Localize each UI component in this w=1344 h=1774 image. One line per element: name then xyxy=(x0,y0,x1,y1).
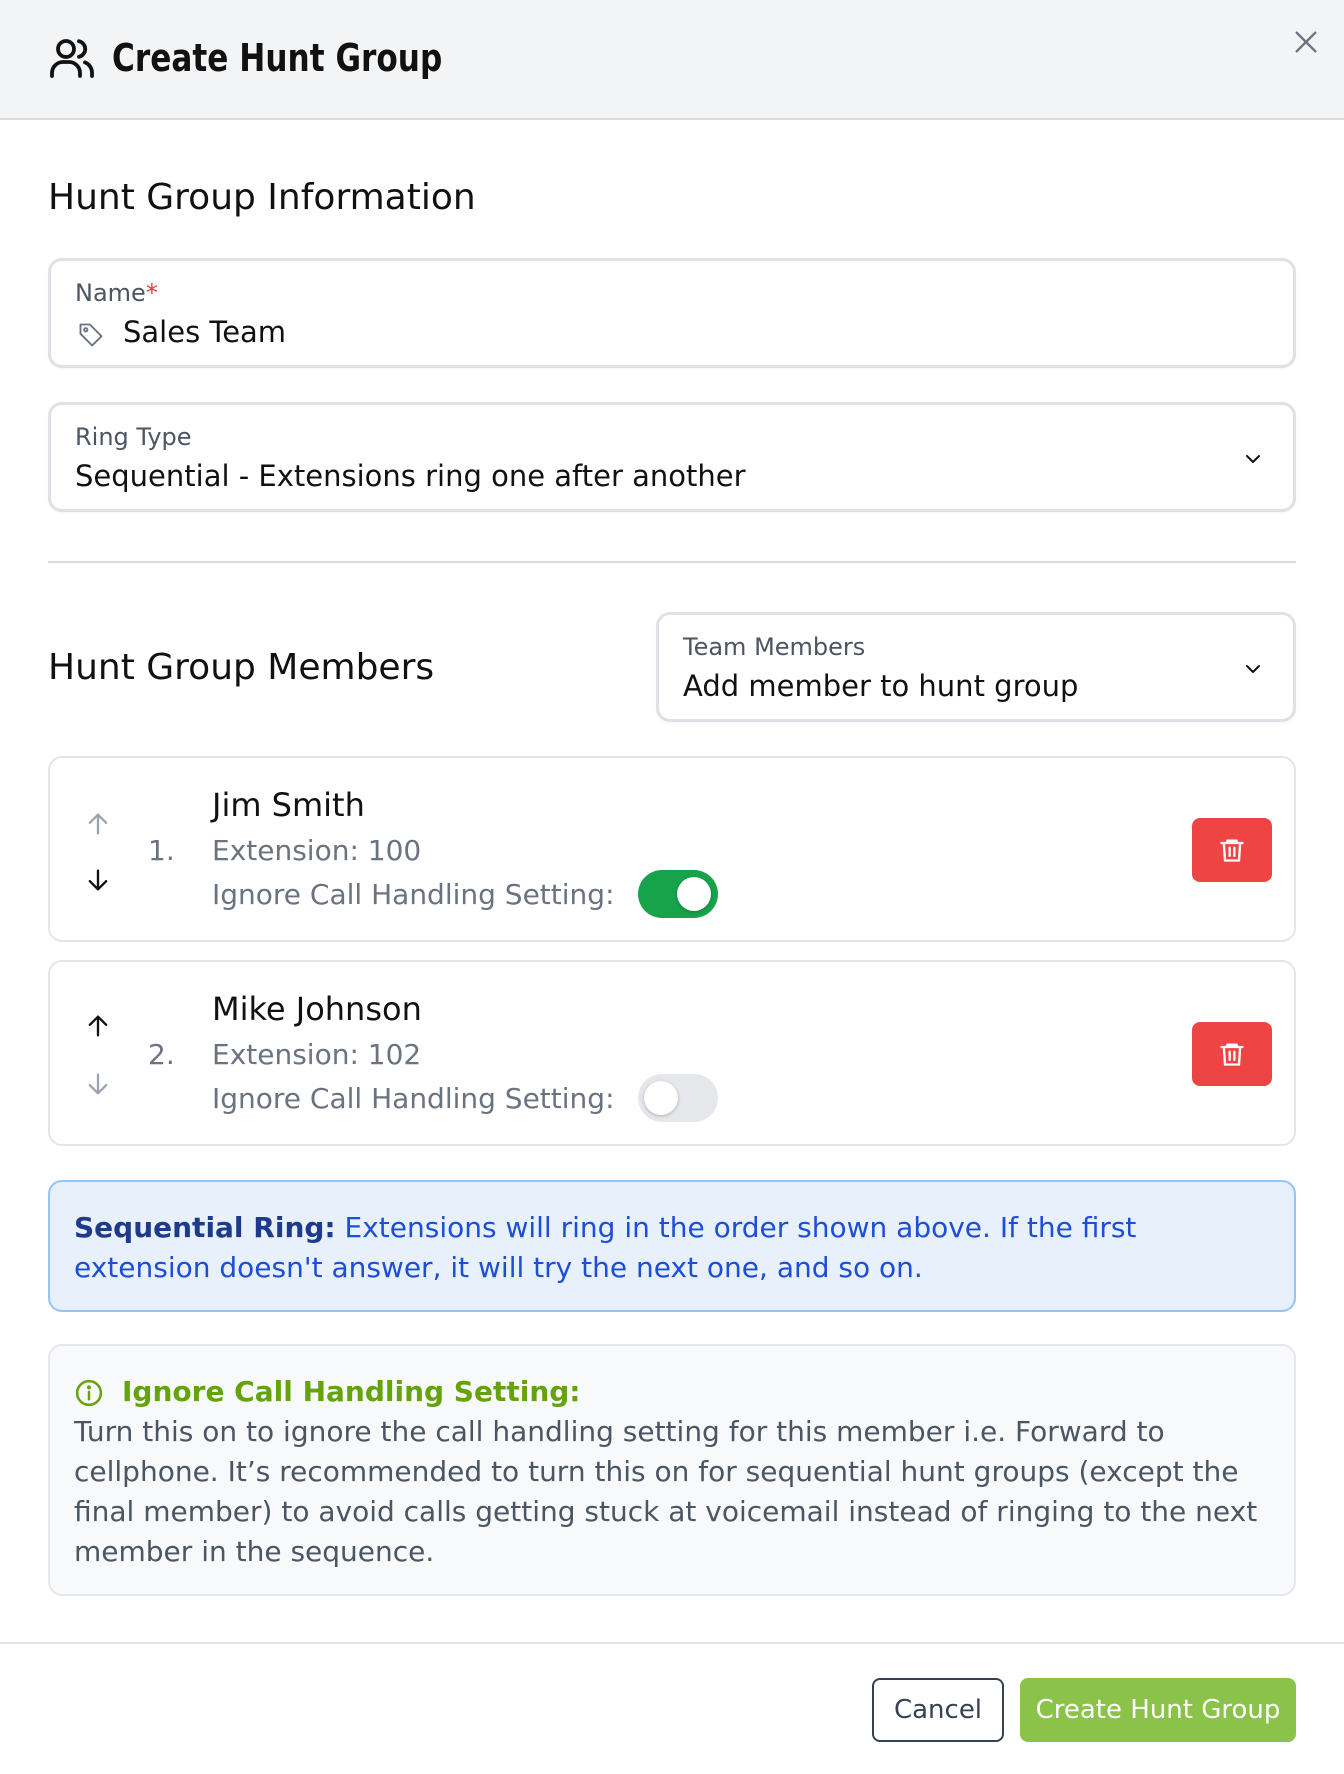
close-icon[interactable] xyxy=(1290,26,1322,58)
tag-icon xyxy=(77,321,105,349)
member-extension: Extension: 100 xyxy=(212,834,422,867)
section-title-information: Hunt Group Information xyxy=(48,177,476,218)
member-card xyxy=(48,756,1296,942)
ignore-info-heading xyxy=(74,1372,1270,1412)
move-up-arrow-icon[interactable] xyxy=(84,810,112,838)
sequential-ring-text: Extensions will ring in the order shown above. If the first extension doesn't answer, it will try the next one, and so on. xyxy=(74,1211,1137,1284)
trash-icon xyxy=(1218,1040,1246,1068)
team-members-select[interactable] xyxy=(656,612,1296,722)
member-card xyxy=(48,960,1296,1146)
cancel-button[interactable]: Cancel xyxy=(872,1678,1004,1742)
name-field-label xyxy=(75,279,158,307)
move-down-arrow-icon[interactable] xyxy=(84,1070,112,1098)
move-up-arrow-icon[interactable] xyxy=(84,1012,112,1040)
move-down-arrow-icon[interactable] xyxy=(84,866,112,894)
ignore-setting-info xyxy=(48,1344,1296,1596)
ring-type-select[interactable] xyxy=(48,402,1296,512)
ignore-setting-label: Ignore Call Handling Setting: xyxy=(212,878,615,911)
required-mark: * xyxy=(145,279,158,307)
modal-header xyxy=(0,0,1344,120)
info-icon xyxy=(74,1378,104,1408)
section-title-members: Hunt Group Members xyxy=(48,647,435,688)
footer-divider xyxy=(0,1642,1344,1644)
ignore-setting-toggle[interactable] xyxy=(638,1074,718,1122)
member-name: Jim Smith xyxy=(212,786,365,824)
chevron-down-icon xyxy=(1241,657,1265,681)
ignore-info-body: Turn this on to ignore the call handling setting for this member i.e. Forward to cellphone. It’s recommended to turn this on for sequential hunt groups (except the final member) to avoid calls getting stuck at voicemail instead of ringing to the next member in the sequence. xyxy=(74,1415,1258,1568)
create-hunt-group-button[interactable]: Create Hunt Group xyxy=(1020,1678,1296,1742)
toggle-knob xyxy=(677,877,711,911)
chevron-down-icon xyxy=(1241,447,1265,471)
section-divider xyxy=(48,561,1296,563)
name-input[interactable]: Sales Team xyxy=(123,315,287,349)
ring-type-label: Ring Type xyxy=(75,423,192,451)
trash-icon xyxy=(1218,836,1246,864)
team-members-label: Team Members xyxy=(683,633,866,661)
toggle-knob xyxy=(644,1081,678,1115)
name-label-text: Name xyxy=(75,279,146,307)
ignore-setting-toggle[interactable] xyxy=(638,870,718,918)
ignore-info-title: Ignore Call Handling Setting: xyxy=(122,1375,581,1408)
ring-type-value: Sequential - Extensions ring one after another xyxy=(75,459,746,493)
delete-member-button[interactable] xyxy=(1192,1022,1272,1086)
sequential-ring-info xyxy=(48,1180,1296,1312)
modal-title: Create Hunt Group xyxy=(112,36,443,80)
team-members-placeholder: Add member to hunt group xyxy=(683,669,1079,703)
member-index: 1. xyxy=(148,834,175,867)
sequential-ring-title: Sequential Ring: xyxy=(74,1211,336,1244)
ignore-setting-label: Ignore Call Handling Setting: xyxy=(212,1082,615,1115)
member-index: 2. xyxy=(148,1038,175,1071)
member-extension: Extension: 102 xyxy=(212,1038,422,1071)
delete-member-button[interactable] xyxy=(1192,818,1272,882)
member-name: Mike Johnson xyxy=(212,990,422,1028)
name-field[interactable] xyxy=(48,258,1296,368)
users-icon xyxy=(48,34,96,82)
